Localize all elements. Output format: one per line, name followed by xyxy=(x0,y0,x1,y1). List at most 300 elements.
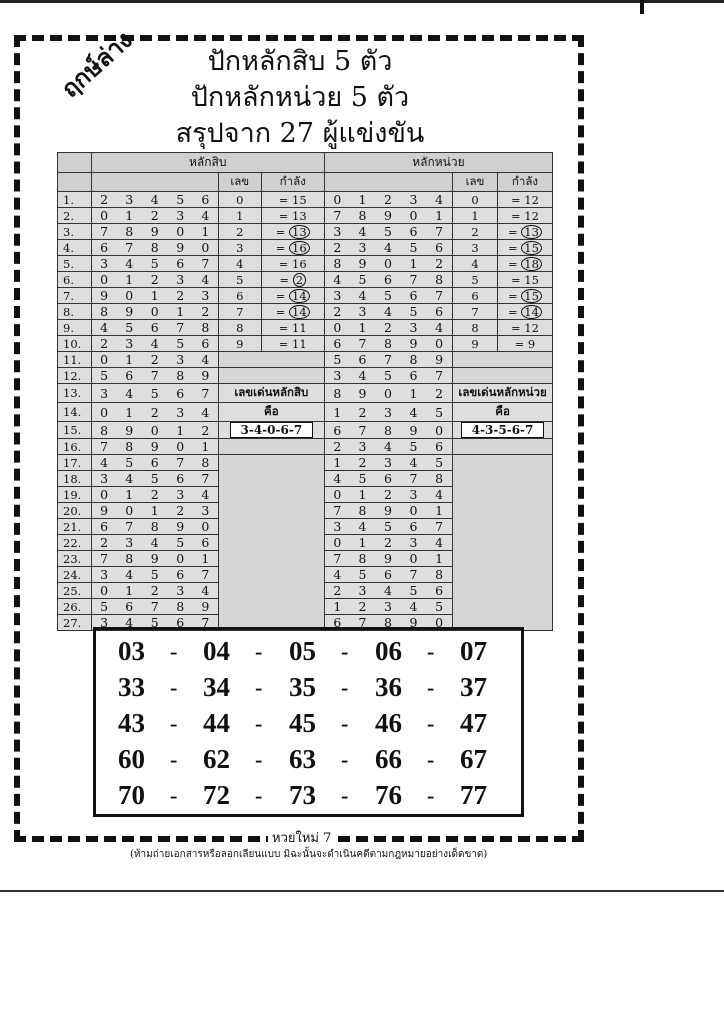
units-cell: 4 xyxy=(350,368,375,384)
units-cell: 5 xyxy=(401,304,426,320)
units-hot-label-cell xyxy=(453,384,553,403)
units-summary-power: = 13 xyxy=(497,224,552,240)
units-cell: 4 xyxy=(401,455,426,471)
tens-hot-is: คือ xyxy=(264,404,279,418)
tens-digits-subheader xyxy=(91,173,218,192)
row-number: 5. xyxy=(58,256,92,272)
tens-cell: 7 xyxy=(193,615,218,631)
result-separator: - xyxy=(255,639,263,664)
tens-cell: 9 xyxy=(193,599,218,615)
units-cell: 0 xyxy=(401,208,426,224)
tens-cell: 3 xyxy=(91,384,116,403)
units-cell: 6 xyxy=(401,519,426,535)
units-cell: 5 xyxy=(426,403,452,422)
tens-cell: 1 xyxy=(117,352,142,368)
table-row xyxy=(58,304,553,320)
row-number: 27. xyxy=(58,615,92,631)
tens-cell: 7 xyxy=(142,599,167,615)
result-number: 70 xyxy=(118,780,145,810)
tens-blank-cell xyxy=(218,439,324,455)
units-cell: 7 xyxy=(426,519,452,535)
tens-summary-digit: 4 xyxy=(218,256,261,272)
units-cell: 4 xyxy=(426,487,452,503)
tens-cell: 4 xyxy=(91,320,116,336)
result-row xyxy=(96,780,527,816)
units-cell: 7 xyxy=(401,272,426,288)
units-cell: 5 xyxy=(375,224,400,240)
units-cell: 7 xyxy=(426,224,452,240)
tens-cell: 0 xyxy=(142,422,167,439)
units-cell: 4 xyxy=(375,583,400,599)
tens-summary-digit: 9 xyxy=(218,336,261,352)
result-separator: - xyxy=(255,675,263,700)
tens-cell: 4 xyxy=(193,208,218,224)
tens-cell: 8 xyxy=(91,304,116,320)
tens-cell: 1 xyxy=(167,304,192,320)
tens-cell: 3 xyxy=(167,208,192,224)
tens-cell: 4 xyxy=(193,352,218,368)
units-cell: 0 xyxy=(426,615,452,631)
tens-cell: 4 xyxy=(91,455,116,471)
units-cell: 3 xyxy=(401,320,426,336)
tens-summary-power: = 2 xyxy=(261,272,324,288)
units-digits-subheader xyxy=(324,173,452,192)
units-cell: 2 xyxy=(426,256,452,272)
units-cell: 1 xyxy=(350,487,375,503)
result-number: 47 xyxy=(460,708,487,738)
units-summary-digit: 6 xyxy=(453,288,498,304)
tens-cell: 4 xyxy=(193,487,218,503)
units-summary-digit: 5 xyxy=(453,272,498,288)
tens-cell: 2 xyxy=(167,503,192,519)
tens-summary-power: = 11 xyxy=(261,336,324,352)
result-number: 34 xyxy=(203,672,230,702)
units-cell: 4 xyxy=(426,192,452,208)
tens-cell: 9 xyxy=(117,422,142,439)
units-digit-label: เลข xyxy=(453,173,498,192)
units-cell: 8 xyxy=(426,567,452,583)
units-cell: 8 xyxy=(375,422,400,439)
table-header-row xyxy=(58,153,553,173)
units-summary-digit: 4 xyxy=(453,256,498,272)
table-row xyxy=(58,352,553,368)
tens-cell: 0 xyxy=(167,439,192,455)
units-cell: 1 xyxy=(350,535,375,551)
units-cell: 1 xyxy=(401,384,426,403)
result-separator: - xyxy=(170,783,178,808)
circled-power: 18 xyxy=(521,257,542,271)
units-summary-digit: 1 xyxy=(453,208,498,224)
units-cell: 1 xyxy=(350,320,375,336)
tens-cell: 6 xyxy=(142,455,167,471)
row-number: 6. xyxy=(58,272,92,288)
units-cell: 2 xyxy=(426,384,452,403)
tens-cell: 2 xyxy=(167,288,192,304)
tens-cell: 5 xyxy=(142,615,167,631)
row-number: 3. xyxy=(58,224,92,240)
tens-cell: 5 xyxy=(142,567,167,583)
units-summary-power: = 9 xyxy=(497,336,552,352)
units-summary-power: = 18 xyxy=(497,256,552,272)
units-cell: 3 xyxy=(324,224,349,240)
units-summary-digit: 7 xyxy=(453,304,498,320)
table-row xyxy=(58,439,553,455)
tens-cell: 0 xyxy=(91,583,116,599)
units-cell: 0 xyxy=(401,551,426,567)
units-cell: 2 xyxy=(324,304,349,320)
units-cell: 5 xyxy=(350,471,375,487)
units-cell: 2 xyxy=(375,320,400,336)
circled-power: 2 xyxy=(293,273,306,287)
result-number: 37 xyxy=(460,672,487,702)
tens-summary-digit: 7 xyxy=(218,304,261,320)
result-separator: - xyxy=(341,747,349,772)
tens-summary-power: = 15 xyxy=(261,192,324,208)
tens-cell: 2 xyxy=(193,304,218,320)
tens-cell: 1 xyxy=(193,439,218,455)
units-cell: 6 xyxy=(401,368,426,384)
tens-cell: 3 xyxy=(167,352,192,368)
row-number: 4. xyxy=(58,240,92,256)
tens-cell: 6 xyxy=(117,599,142,615)
circled-power: 15 xyxy=(521,289,542,303)
units-cell: 2 xyxy=(375,535,400,551)
units-cell: 6 xyxy=(350,352,375,368)
table-row xyxy=(58,240,553,256)
tens-cell: 1 xyxy=(117,403,142,422)
footer-name: หวยใหม่ 7 xyxy=(268,827,335,848)
units-cell: 8 xyxy=(324,256,349,272)
result-number: 63 xyxy=(289,744,316,774)
tens-cell: 2 xyxy=(91,535,116,551)
tens-cell: 3 xyxy=(91,615,116,631)
table-row xyxy=(58,455,553,471)
units-cell: 6 xyxy=(426,439,452,455)
row-number: 16. xyxy=(58,439,92,455)
units-cell: 5 xyxy=(375,368,400,384)
tens-cell: 5 xyxy=(91,368,116,384)
result-separator: - xyxy=(255,747,263,772)
units-summary-power: = 12 xyxy=(497,320,552,336)
row-number: 21. xyxy=(58,519,92,535)
table-row xyxy=(58,192,553,208)
units-cell: 5 xyxy=(375,519,400,535)
result-number: 06 xyxy=(375,636,402,666)
units-cell: 4 xyxy=(426,535,452,551)
tens-cell: 6 xyxy=(117,368,142,384)
tens-cell: 4 xyxy=(193,272,218,288)
units-cell: 4 xyxy=(350,519,375,535)
tens-cell: 1 xyxy=(117,487,142,503)
units-cell: 6 xyxy=(426,304,452,320)
tens-cell: 1 xyxy=(142,503,167,519)
tens-summary-power: = 13 xyxy=(261,224,324,240)
tens-hot-value: 3-4-0-6-7 xyxy=(230,422,314,438)
row-number: 25. xyxy=(58,583,92,599)
tens-cell: 6 xyxy=(167,567,192,583)
scan-edge-mark xyxy=(640,0,644,14)
result-separator: - xyxy=(341,675,349,700)
units-cell: 6 xyxy=(401,224,426,240)
tens-cell: 7 xyxy=(91,439,116,455)
units-cell: 7 xyxy=(324,503,349,519)
units-cell: 9 xyxy=(401,615,426,631)
units-cell: 9 xyxy=(375,503,400,519)
units-cell: 4 xyxy=(375,439,400,455)
result-number: 04 xyxy=(203,636,230,666)
units-cell: 3 xyxy=(350,304,375,320)
tens-summary-digit: 3 xyxy=(218,240,261,256)
title-block xyxy=(150,44,450,152)
tens-cell: 7 xyxy=(91,224,116,240)
units-cell: 7 xyxy=(426,288,452,304)
table-body xyxy=(58,153,553,631)
units-cell: 4 xyxy=(426,320,452,336)
tens-summary-digit: 5 xyxy=(218,272,261,288)
tens-cell: 0 xyxy=(142,304,167,320)
tens-cell: 6 xyxy=(193,535,218,551)
units-cell: 1 xyxy=(324,455,349,471)
tens-cell: 0 xyxy=(167,224,192,240)
units-cell: 5 xyxy=(401,439,426,455)
tens-cell: 5 xyxy=(167,535,192,551)
units-cell: 8 xyxy=(426,272,452,288)
result-number: 66 xyxy=(375,744,402,774)
units-blank-cell xyxy=(453,368,553,384)
units-cell: 1 xyxy=(350,192,375,208)
result-separator: - xyxy=(255,711,263,736)
tens-cell: 8 xyxy=(117,551,142,567)
tens-cell: 0 xyxy=(193,240,218,256)
units-summary-digit: 3 xyxy=(453,240,498,256)
tens-cell: 4 xyxy=(142,535,167,551)
tens-cell: 9 xyxy=(91,503,116,519)
result-separator: - xyxy=(427,675,435,700)
units-header: หลักหน่วย xyxy=(324,153,552,173)
tens-header: หลักสิบ xyxy=(91,153,324,173)
units-cell: 1 xyxy=(324,403,349,422)
tens-cell: 7 xyxy=(193,384,218,403)
units-cell: 3 xyxy=(375,599,400,615)
tens-cell: 3 xyxy=(167,487,192,503)
tens-hot-label-cell xyxy=(218,384,324,403)
row-number: 1. xyxy=(58,192,92,208)
units-blank-cell xyxy=(453,352,553,368)
tens-cell: 7 xyxy=(193,567,218,583)
tens-cell: 3 xyxy=(167,583,192,599)
title-line-3: สรุปจาก 27 ผู้แข่งขัน xyxy=(175,118,425,149)
result-number: 62 xyxy=(203,744,230,774)
tens-cell: 6 xyxy=(91,240,116,256)
tens-cell: 1 xyxy=(167,422,192,439)
units-cell: 0 xyxy=(324,192,349,208)
result-separator: - xyxy=(170,675,178,700)
circled-power: 13 xyxy=(289,225,310,239)
tens-blank-cell xyxy=(218,455,324,631)
tens-cell: 2 xyxy=(142,583,167,599)
tens-cell: 6 xyxy=(193,192,218,208)
tens-cell: 7 xyxy=(167,455,192,471)
tens-summary-power: = 16 xyxy=(261,240,324,256)
table-row xyxy=(58,336,553,352)
tens-cell: 3 xyxy=(117,336,142,352)
units-cell: 0 xyxy=(426,422,452,439)
units-cell: 5 xyxy=(426,455,452,471)
units-cell: 3 xyxy=(350,240,375,256)
row-number: 10. xyxy=(58,336,92,352)
tens-cell: 3 xyxy=(117,192,142,208)
tens-cell: 5 xyxy=(167,192,192,208)
row-number: 12. xyxy=(58,368,92,384)
units-hot-value-cell xyxy=(453,422,553,439)
tens-cell: 4 xyxy=(193,583,218,599)
units-summary-power: = 15 xyxy=(497,288,552,304)
units-hot-value: 4-3-5-6-7 xyxy=(461,422,545,438)
units-cell: 4 xyxy=(401,403,426,422)
table-row xyxy=(58,368,553,384)
units-summary-power: = 12 xyxy=(497,208,552,224)
tens-cell: 4 xyxy=(117,256,142,272)
result-separator: - xyxy=(341,711,349,736)
units-summary-power: = 14 xyxy=(497,304,552,320)
units-summary-digit: 8 xyxy=(453,320,498,336)
row-number: 13. xyxy=(58,384,92,403)
tens-cell: 5 xyxy=(117,455,142,471)
result-row xyxy=(96,636,527,672)
tens-cell: 8 xyxy=(142,240,167,256)
tens-cell: 2 xyxy=(142,403,167,422)
units-cell: 0 xyxy=(324,487,349,503)
result-separator: - xyxy=(427,783,435,808)
tens-cell: 5 xyxy=(117,320,142,336)
units-cell: 8 xyxy=(426,471,452,487)
row-number: 24. xyxy=(58,567,92,583)
result-number: 05 xyxy=(289,636,316,666)
tens-cell: 1 xyxy=(117,583,142,599)
units-summary-power: = 12 xyxy=(497,192,552,208)
units-cell: 1 xyxy=(324,599,349,615)
result-separator: - xyxy=(341,639,349,664)
result-separator: - xyxy=(170,711,178,736)
units-cell: 8 xyxy=(401,352,426,368)
tens-cell: 4 xyxy=(117,384,142,403)
circled-power: 13 xyxy=(521,225,542,239)
tens-cell: 3 xyxy=(91,567,116,583)
result-number: 77 xyxy=(460,780,487,810)
units-cell: 2 xyxy=(324,240,349,256)
circled-power: 14 xyxy=(289,305,310,319)
units-summary-power: = 15 xyxy=(497,240,552,256)
tens-cell: 1 xyxy=(117,272,142,288)
row-number: 8. xyxy=(58,304,92,320)
tens-cell: 5 xyxy=(142,384,167,403)
tens-cell: 5 xyxy=(167,336,192,352)
tens-cell: 9 xyxy=(142,439,167,455)
tens-cell: 6 xyxy=(167,256,192,272)
units-cell: 0 xyxy=(324,320,349,336)
tens-blank-cell xyxy=(218,368,324,384)
result-number: 36 xyxy=(375,672,402,702)
units-hot-is: คือ xyxy=(495,404,510,418)
units-cell: 2 xyxy=(324,439,349,455)
circled-power: 16 xyxy=(289,241,310,255)
units-cell: 5 xyxy=(426,599,452,615)
tens-cell: 5 xyxy=(142,471,167,487)
units-cell: 1 xyxy=(426,551,452,567)
tens-power-label: กำลัง xyxy=(261,173,324,192)
tens-cell: 4 xyxy=(193,403,218,422)
table-row xyxy=(58,403,553,422)
row-number: 15. xyxy=(58,422,92,439)
tens-cell: 7 xyxy=(193,471,218,487)
tens-cell: 3 xyxy=(167,403,192,422)
units-cell: 1 xyxy=(426,503,452,519)
result-separator: - xyxy=(341,783,349,808)
tens-cell: 4 xyxy=(117,567,142,583)
units-cell: 1 xyxy=(401,256,426,272)
row-number: 26. xyxy=(58,599,92,615)
subheader-corner xyxy=(58,173,92,192)
row-number: 20. xyxy=(58,503,92,519)
scan-edge-bottom xyxy=(0,890,724,892)
units-cell: 7 xyxy=(401,567,426,583)
tens-cell: 8 xyxy=(117,224,142,240)
tens-cell: 9 xyxy=(91,288,116,304)
tens-cell: 3 xyxy=(193,288,218,304)
tens-cell: 0 xyxy=(91,487,116,503)
result-row xyxy=(96,744,527,780)
units-cell: 6 xyxy=(324,422,349,439)
tens-cell: 8 xyxy=(193,455,218,471)
row-number: 7. xyxy=(58,288,92,304)
row-number: 9. xyxy=(58,320,92,336)
tens-cell: 6 xyxy=(91,519,116,535)
units-cell: 3 xyxy=(401,192,426,208)
units-cell: 9 xyxy=(350,384,375,403)
units-hot-label: เลขเด่นหลักหน่วย xyxy=(458,385,547,399)
tens-cell: 7 xyxy=(91,551,116,567)
units-cell: 4 xyxy=(350,224,375,240)
units-cell: 2 xyxy=(375,192,400,208)
units-cell: 3 xyxy=(375,455,400,471)
tens-cell: 0 xyxy=(117,288,142,304)
table-row xyxy=(58,384,553,403)
result-number: 33 xyxy=(118,672,145,702)
units-cell: 2 xyxy=(350,599,375,615)
units-cell: 6 xyxy=(426,583,452,599)
table-row xyxy=(58,422,553,439)
row-number: 22. xyxy=(58,535,92,551)
units-cell: 6 xyxy=(324,336,349,352)
units-cell: 6 xyxy=(426,240,452,256)
tens-cell: 2 xyxy=(142,487,167,503)
tens-cell: 2 xyxy=(91,336,116,352)
units-cell: 9 xyxy=(375,208,400,224)
units-cell: 9 xyxy=(426,352,452,368)
tens-cell: 2 xyxy=(142,352,167,368)
units-cell: 4 xyxy=(324,471,349,487)
units-cell: 5 xyxy=(350,567,375,583)
tens-cell: 3 xyxy=(167,272,192,288)
tens-cell: 4 xyxy=(117,615,142,631)
tens-cell: 6 xyxy=(142,320,167,336)
units-cell: 8 xyxy=(324,384,349,403)
result-number: 60 xyxy=(118,744,145,774)
result-row xyxy=(96,672,527,708)
circled-power: 14 xyxy=(521,305,542,319)
tens-cell: 8 xyxy=(91,422,116,439)
units-cell: 2 xyxy=(350,403,375,422)
